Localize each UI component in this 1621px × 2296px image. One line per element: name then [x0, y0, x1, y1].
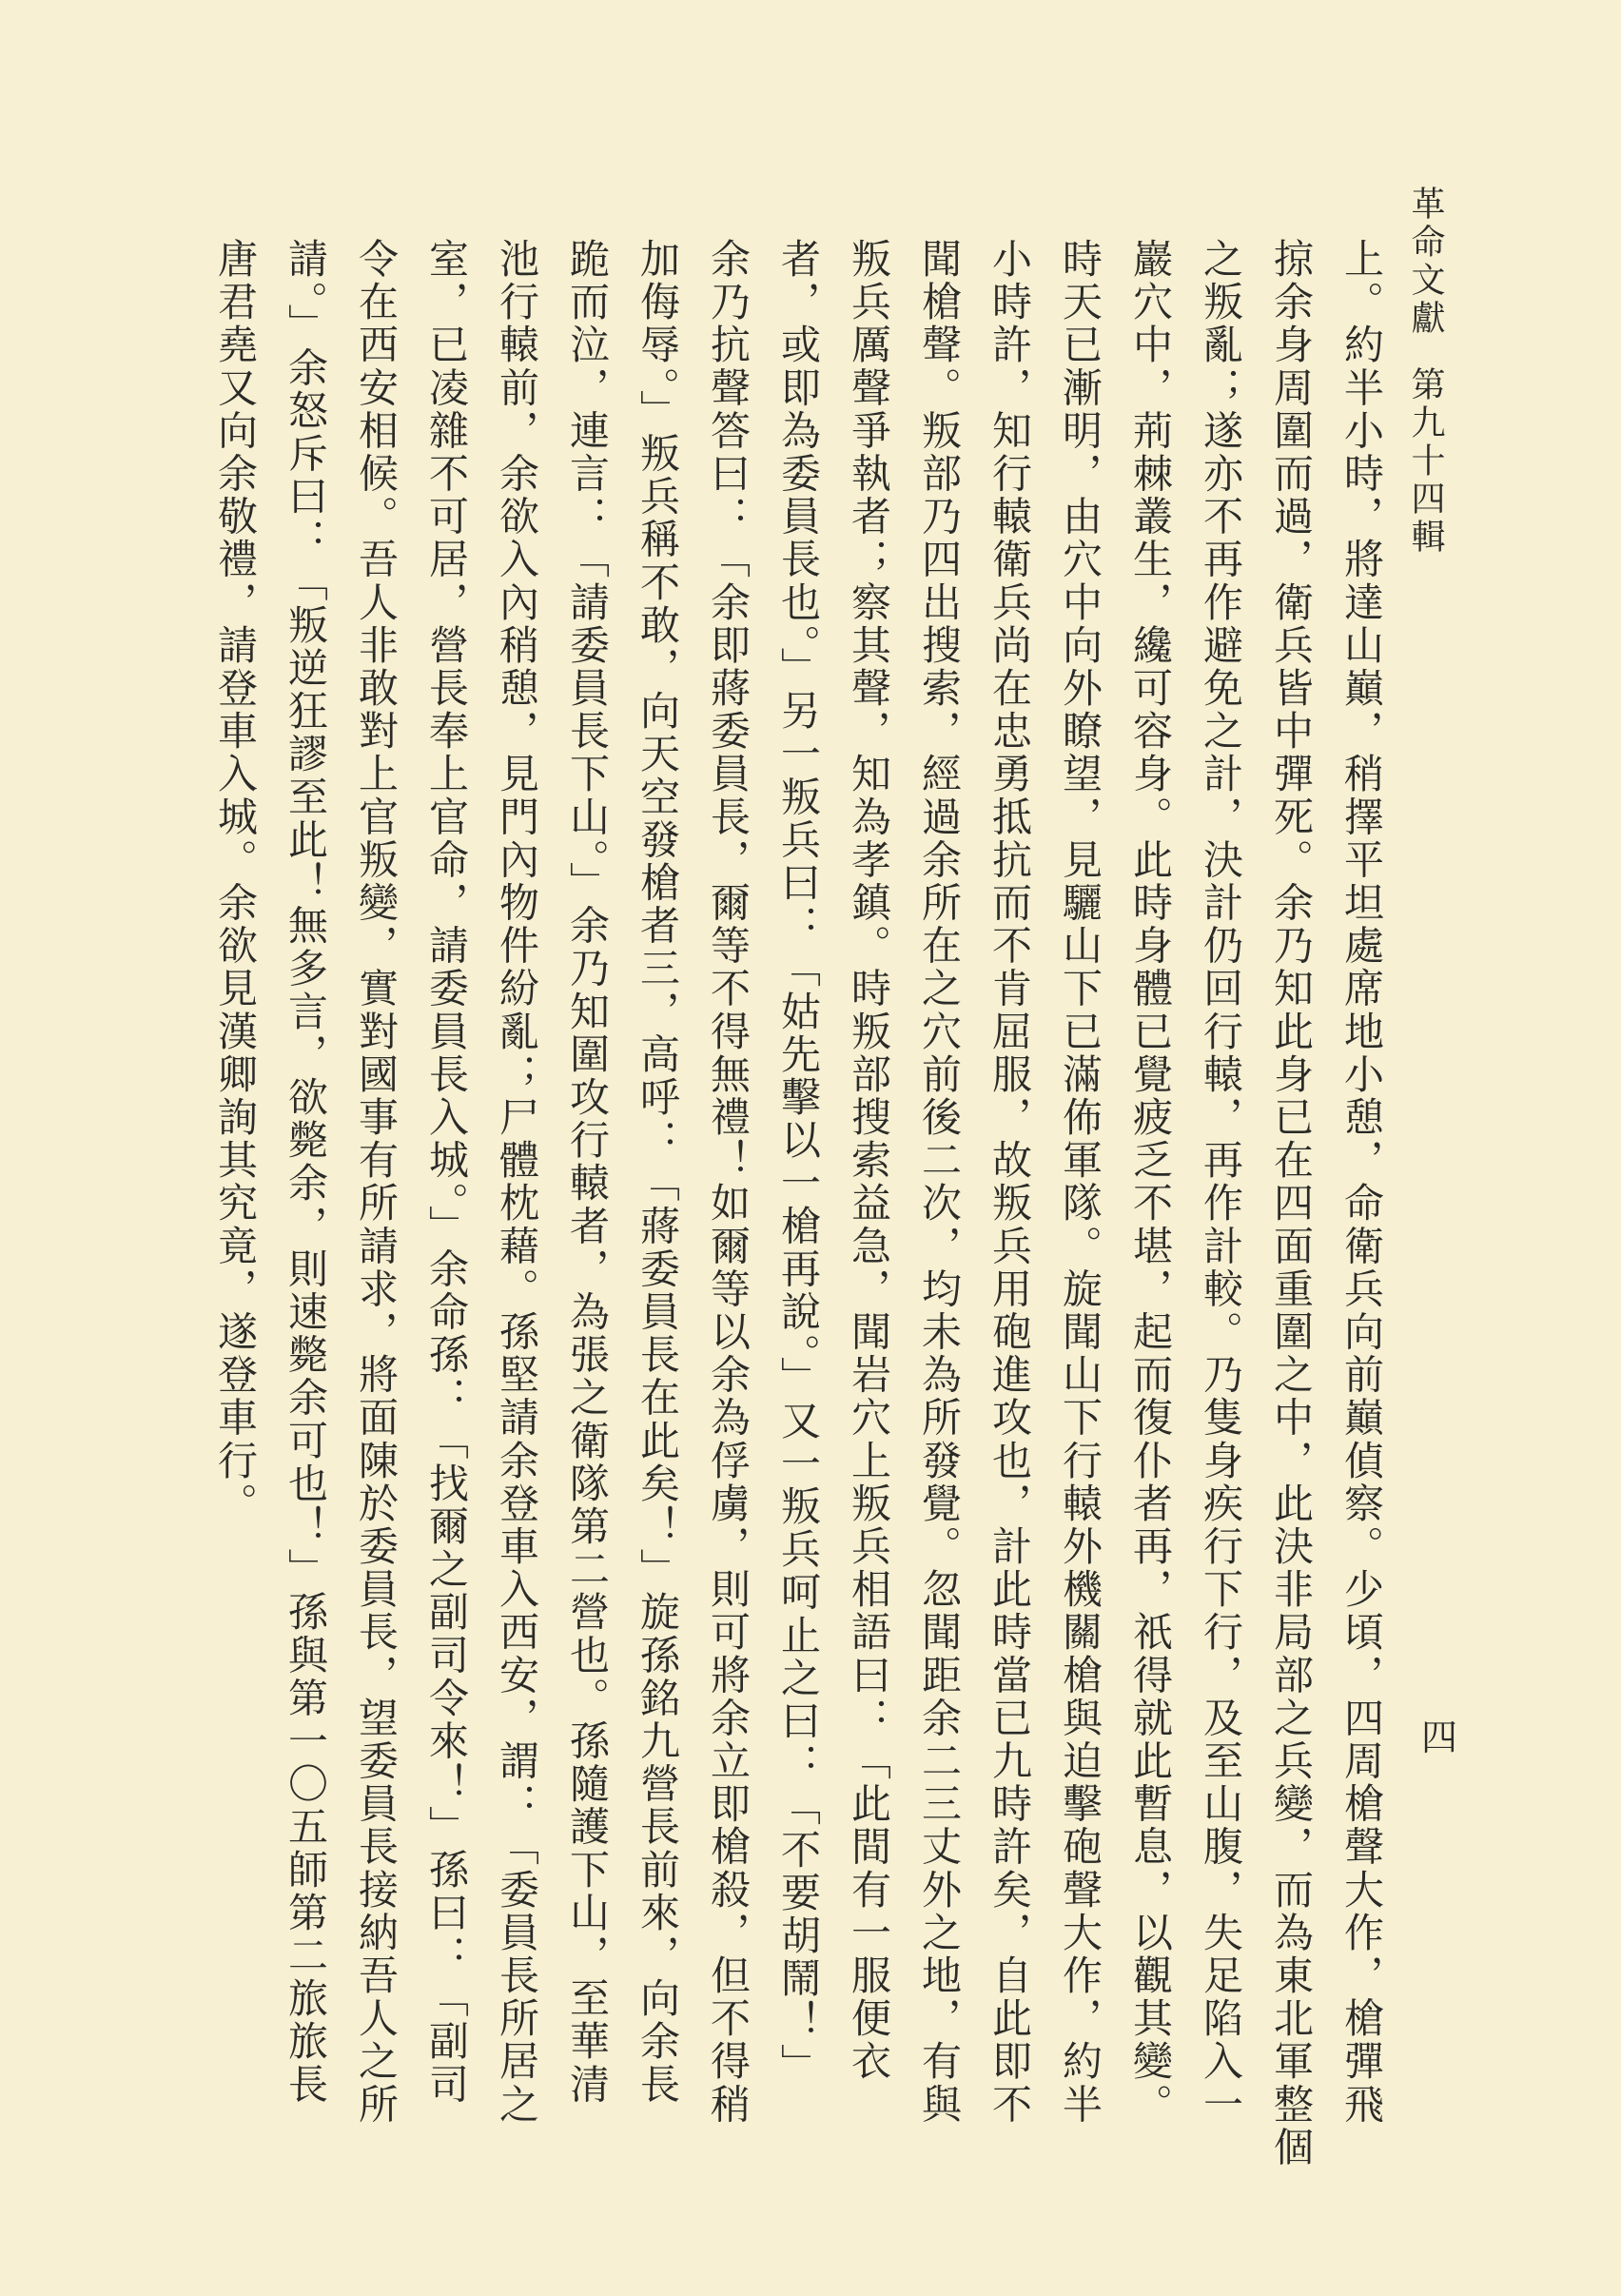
text-column: 加侮辱。」叛兵稱不敢，向天空發槍者三，高呼：「蔣委員長在此矣！」旋孫銘九營長前來，向余長 [635, 238, 681, 2107]
text-column: 聞槍聲。叛部乃四出搜索，經過余所在之穴前後二次，均未為所發覺。忽聞距余二三丈外之地，有與 [916, 238, 963, 2127]
text-column: 池行轅前，余欲入內稍憩，見門內物件紛亂；尸體枕藉。孫堅請余登車入西安，謂：「委員長所居之 [494, 238, 540, 2127]
book-title: 革命文獻 [1406, 186, 1445, 338]
text-column: 跪而泣，連言：「請委員長下山。」余乃知圍攻行轅者，為張之衛隊第二營也。孫隨護下山，至華清 [564, 238, 611, 2107]
text-column: 掠余身周圍而過，衛兵皆中彈死。余乃知此身已在四面重圍之中，此決非局部之兵變，而為東北軍整個 [1268, 238, 1315, 2169]
page-number: 四 [1421, 1717, 1458, 1758]
body-text [200, 238, 1396, 2169]
running-header [1408, 186, 1450, 557]
text-column: 之叛亂；遂亦不再作避免之計，決計仍回行轅，再作計較。乃隻身疾行下行，及至山腹，失足陷入一 [1198, 238, 1244, 2127]
text-column: 令在西安相候。吾人非敢對上官叛變，實對國事有所請求，將面陳於委員長，望委員長接納吾人之所 [353, 238, 400, 2127]
text-column: 余乃抗聲答曰：「余即蔣委員長，爾等不得無禮！如爾等以余為俘虜，則可將余立即槍殺，但不得稍 [705, 238, 752, 2127]
text-column: 室，已凌雜不可居，營長奉上官命，請委員長入城。」余命孫：「找爾之副司令來！」孫曰：「副司 [423, 238, 470, 2107]
text-column: 請。」余怒斥曰：「叛逆狂謬至此！無多言，欲斃余，則速斃余可也！」孫與第一〇五師第二旅旅長 [283, 238, 329, 2107]
text-column: 叛兵厲聲爭執者；察其聲，知為孝鎮。時叛部搜索益急，聞岩穴上叛兵相語曰：「此間有一服便衣 [846, 238, 892, 2084]
volume-number: 第九十四輯 [1406, 366, 1445, 557]
text-column: 唐君堯又向余敬禮，請登車入城。余欲見漢卿詢其究竟，遂登車行。 [212, 238, 259, 1525]
text-column: 巖穴中，荊棘叢生，纔可容身。此時身體已覺疲乏不堪，起而復仆者再，祇得就此暫息，以觀其變。 [1127, 238, 1174, 2127]
text-column: 時天已漸明，由穴中向外瞭望，見驪山下已滿佈軍隊。旋聞山下行轅外機關槍與迫擊砲聲大作，約半 [1057, 238, 1103, 2127]
text-column: 上。約半小時，將達山巔，稍擇平坦處席地小憩，命衛兵向前巔偵察。少頃，四周槍聲大作，槍彈飛 [1338, 238, 1385, 2127]
text-column: 者，或即為委員長也。」另一叛兵曰：「姑先擊以一槍再說。」又一叛兵呵止之曰：「不要胡鬧！」 [775, 238, 822, 2087]
text-column: 小時許，知行轅衛兵尚在忠勇抵抗而不肯屈服，故叛兵用砲進攻也，計此時當已九時許矣，自此即不 [986, 238, 1033, 2127]
